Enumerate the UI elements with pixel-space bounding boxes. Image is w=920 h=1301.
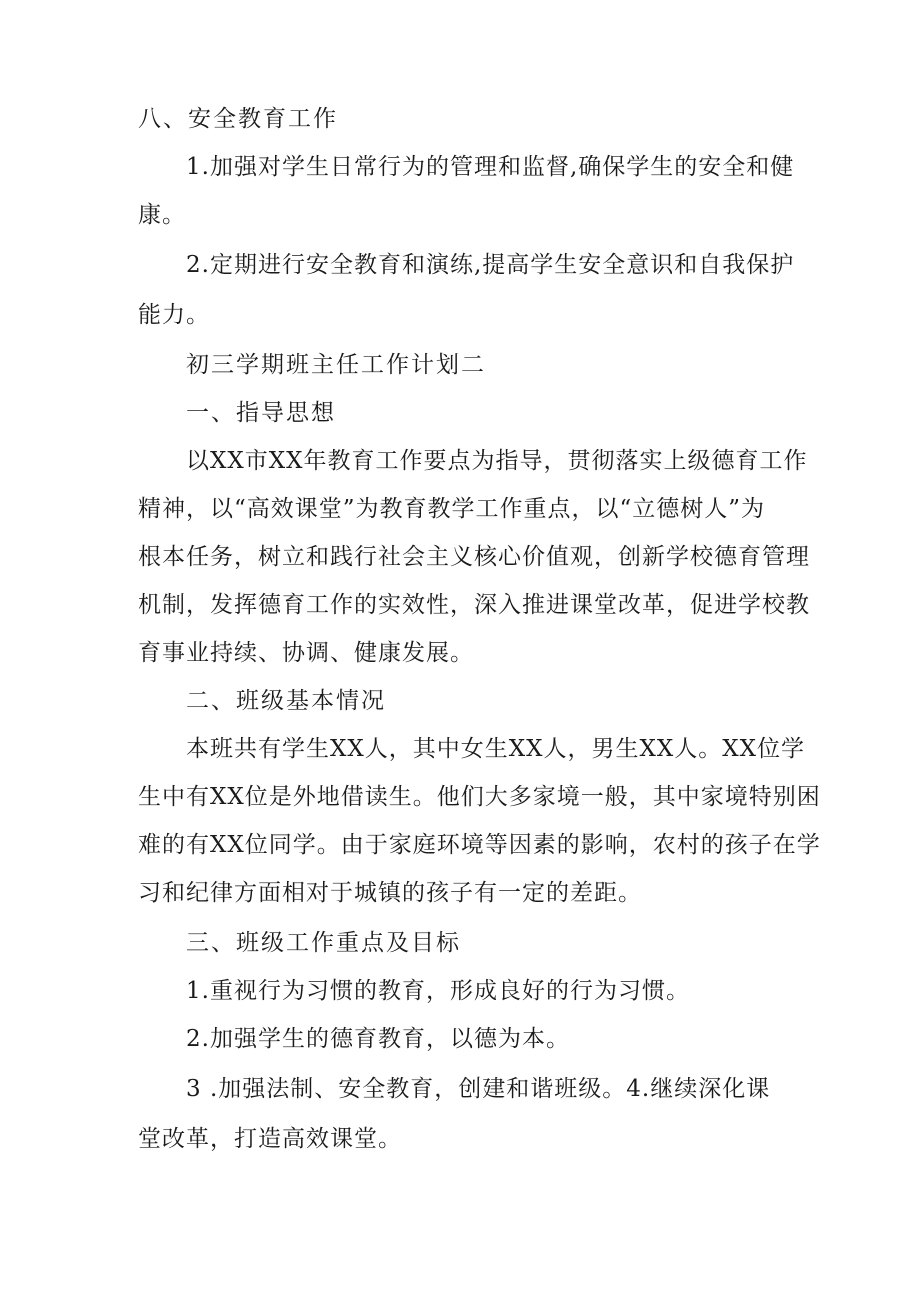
plan-two-title: 初三学期班主任工作计划二 — [186, 352, 486, 378]
section-one-line4: 机制，发挥德育工作的实效性，深入推进课堂改革，促进学校教 — [138, 592, 810, 618]
section-three-item1: 1.重视行为习惯的教育，形成良好的行为习惯。 — [186, 978, 690, 1004]
section-one-line1: 以XX市XX年教育工作要点为指导，贯彻落实上级德育工作 — [186, 448, 808, 474]
section-three-item3-line1: 3 .加强法制、安全教育，创建和谐班级。4.继续深化课 — [186, 1076, 771, 1102]
section-one-line3: 根本任务，树立和践行社会主义核心价值观，创新学校德育管理 — [138, 544, 810, 570]
section-two-line3: 难的有XX位同学。由于家庭环境等因素的影响，农村的孩子在学 — [138, 832, 821, 858]
section-two-line1: 本班共有学生XX人，其中女生XX人，男生XX人。XX位学 — [186, 736, 805, 762]
section-eight-item2-line2: 能力。 — [138, 302, 210, 328]
section-one-line2: 精神，以“高效课堂”为教育教学工作重点，以“立德树人”为 — [138, 496, 766, 522]
section-three-heading: 三、班级工作重点及目标 — [186, 930, 461, 956]
section-eight-heading: 八、安全教育工作 — [138, 106, 338, 132]
section-one-line5: 育事业持续、协调、健康发展。 — [138, 640, 474, 666]
section-three-item2: 2.加强学生的德育教育，以德为本。 — [186, 1026, 570, 1052]
section-two-line2: 生中有XX位是外地借读生。他们大多家境一般，其中家境特别困 — [138, 784, 821, 810]
section-two-line4: 习和纪律方面相对于城镇的孩子有一定的差距。 — [138, 880, 642, 906]
section-three-item3-line2: 堂改革，打造高效课堂。 — [138, 1126, 402, 1152]
section-two-heading: 二、班级基本情况 — [186, 688, 386, 714]
section-eight-item1-line1: 1.加强对学生日常行为的管理和监督,确保学生的安全和健 — [186, 154, 795, 180]
section-eight-item1-line2: 康。 — [138, 202, 186, 228]
section-eight-item2-line1: 2.定期进行安全教育和演练,提高学生安全意识和自我保护 — [186, 252, 795, 278]
section-one-heading: 一、指导思想 — [186, 400, 336, 426]
